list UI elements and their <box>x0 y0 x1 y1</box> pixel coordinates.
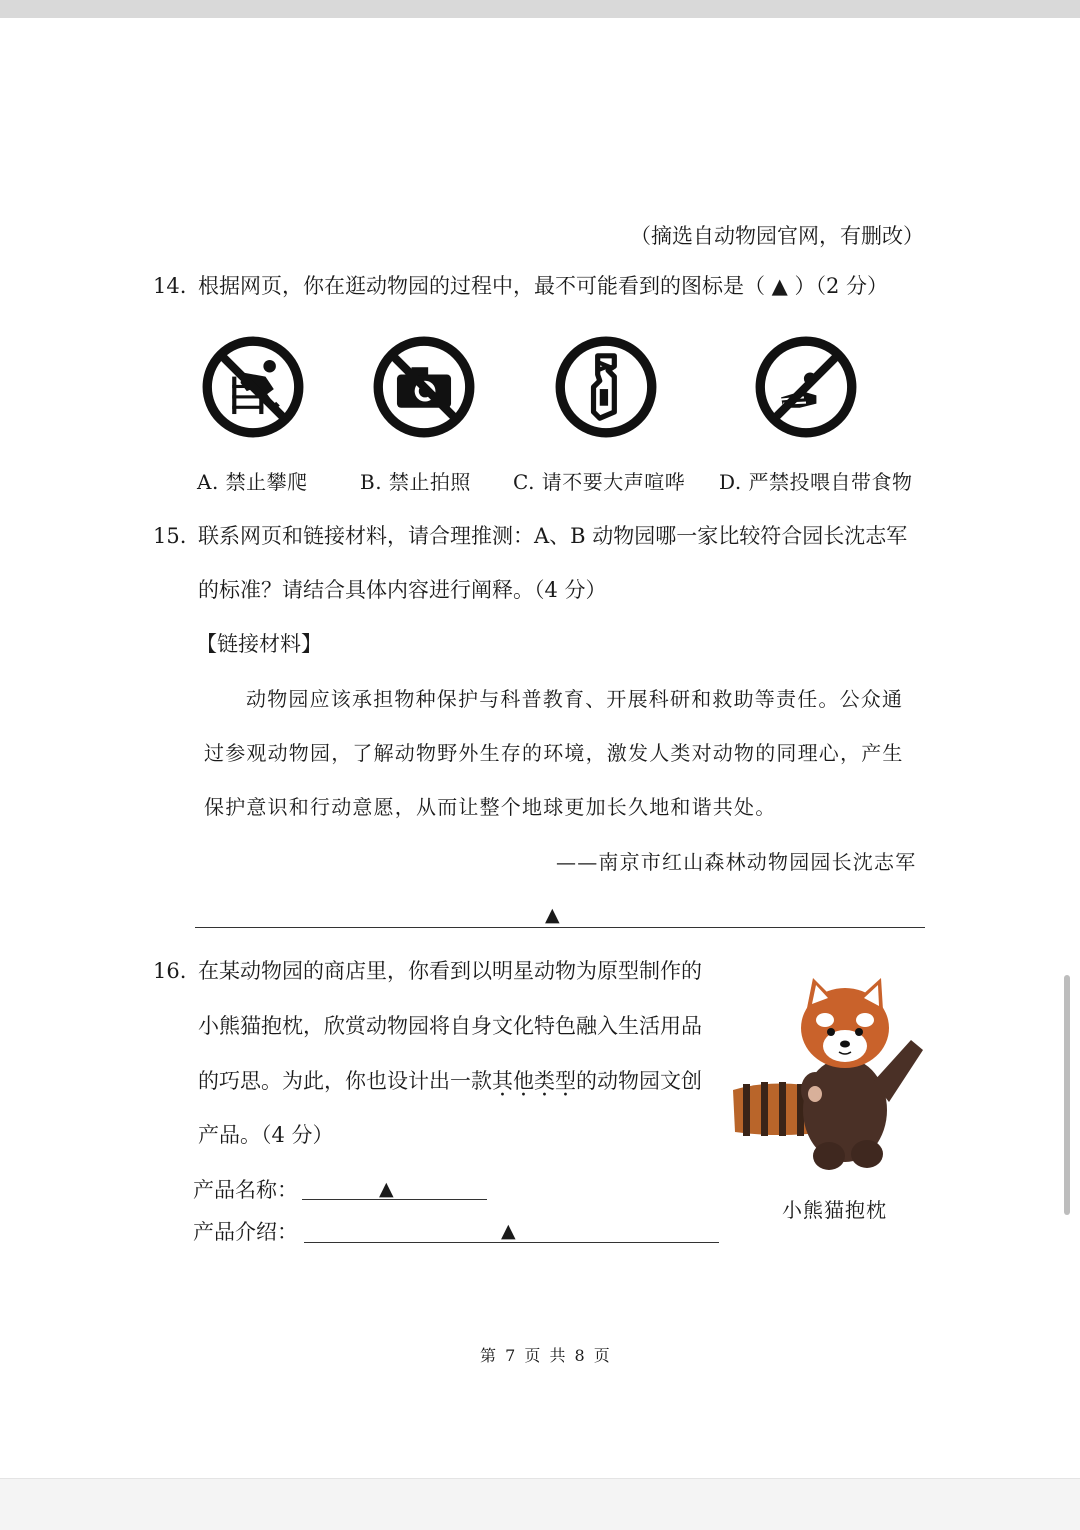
emphasis-char: 型 <box>555 1069 576 1093</box>
option-c-label: C. 请不要大声喧哗 <box>513 470 686 494</box>
no-photo-icon <box>372 335 476 439</box>
answer-line-15[interactable] <box>195 927 925 928</box>
option-b-label: B. 禁止拍照 <box>360 470 471 494</box>
red-panda-plush-image <box>733 970 925 1176</box>
source-note: （摘选自动物园官网，有删改） <box>630 224 924 248</box>
option-a-label: A. 禁止攀爬 <box>197 470 308 494</box>
line-3-pre: 的巧思。为此，你也设计出一款 <box>198 1069 492 1093</box>
product-name-label: 产品名称： <box>193 1178 298 1202</box>
quote-line-1: 动物园应该承担物种保护与科普教育、开展科研和救助等责任。公众通 <box>246 687 904 711</box>
no-feeding-icon <box>754 335 858 439</box>
quote-line-3: 保护意识和行动意愿，从而让整个地球更加长久地和谐共处。 <box>204 795 777 819</box>
image-caption: 小熊猫抱枕 <box>782 1198 887 1222</box>
product-intro-line[interactable] <box>304 1242 719 1243</box>
no-climbing-icon <box>201 335 305 439</box>
emphasis-char: 其 <box>492 1069 513 1093</box>
question-16-number: 16. <box>153 959 187 983</box>
quote-line-2: 过参观动物园，了解动物野外生存的环境，激发人类对动物的同理心，产生 <box>204 741 904 765</box>
quote-signature: ——南京市红山森林动物园园长沈志军 <box>556 850 917 874</box>
question-15-line-2: 的标准？请结合具体内容进行阐释。（4 分） <box>198 578 607 602</box>
line-3-post: 的动物园文创 <box>576 1069 702 1093</box>
bottom-bar <box>0 1478 1080 1530</box>
question-15-number: 15. <box>153 524 187 548</box>
question-16-line-3 <box>198 1071 702 1092</box>
emphasis-char: 类 <box>534 1069 555 1093</box>
top-bar <box>0 0 1080 18</box>
question-15-line-1: 联系网页和链接材料，请合理推测：A、B 动物园哪一家比较符合园长沈志军 <box>198 524 908 548</box>
product-name-line[interactable] <box>302 1199 487 1200</box>
question-16-line-4: 产品。（4 分） <box>198 1123 334 1147</box>
question-14-number: 14. <box>153 274 187 298</box>
answer-mark-intro: ▲ <box>501 1220 516 1242</box>
answer-mark-name: ▲ <box>379 1178 394 1200</box>
question-16-line-1: 在某动物园的商店里，你看到以明星动物为原型制作的 <box>198 959 702 983</box>
scrollbar[interactable] <box>1064 975 1070 1215</box>
page-number: 第 7 页 共 8 页 <box>480 1346 612 1365</box>
link-material-title: 【链接材料】 <box>196 632 322 656</box>
question-14-text: 根据网页，你在逛动物园的过程中，最不可能看到的图标是（ ▲ ）（2 分） <box>198 274 889 298</box>
question-16-line-2: 小熊猫抱枕，欣赏动物园将自身文化特色融入生活用品 <box>198 1014 702 1038</box>
quiet-please-icon <box>554 335 658 439</box>
option-d-label: D. 严禁投喂自带食物 <box>719 470 913 494</box>
emphasis-char: 他 <box>513 1069 534 1093</box>
answer-mark-15: ▲ <box>545 904 560 926</box>
product-intro-label: 产品介绍： <box>193 1220 298 1244</box>
